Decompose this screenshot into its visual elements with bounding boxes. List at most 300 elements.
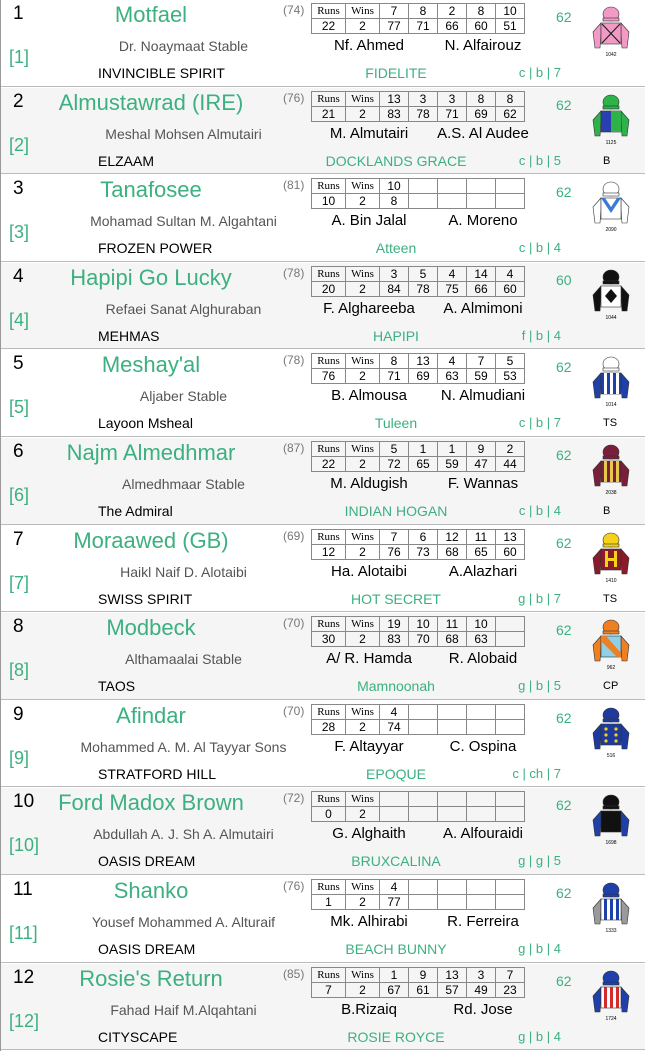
svg-text:516: 516 [606, 752, 616, 759]
form-cell: 3 [467, 967, 496, 982]
runner-row[interactable] [1, 438, 645, 525]
sire-name: SWISS SPIRIT [98, 590, 193, 607]
weight: 62 [556, 709, 572, 726]
jockey-silk-icon [591, 530, 631, 586]
runner-row[interactable] [1, 788, 645, 875]
horse-rating: (74) [283, 3, 305, 17]
form-sub-cell: 71 [409, 19, 438, 34]
form-table [311, 879, 525, 910]
weight: 62 [556, 447, 572, 463]
horse-name[interactable]: Rosie's Return [79, 965, 223, 991]
horse-number: 7 [13, 528, 24, 550]
weight: 62 [556, 797, 572, 814]
weight: 62 [556, 9, 572, 25]
form-sub-cell: 57 [438, 982, 467, 997]
horse-name[interactable]: Almustawrad (IRE) [58, 89, 244, 115]
svg-text:1698: 1698 [605, 840, 617, 847]
runs-label: Runs [312, 179, 346, 194]
trainer-name[interactable]: A. Almimoni [443, 299, 523, 317]
horse-number: 11 [13, 879, 33, 900]
form-cell: 4 [496, 266, 525, 281]
form-table [311, 616, 525, 647]
form-cell [467, 179, 496, 194]
form-sub-cell: 60 [467, 19, 496, 34]
runs-label: Runs [312, 266, 346, 281]
form-sub-cell [496, 194, 525, 209]
horse-rating: (87) [283, 441, 305, 455]
wins-label: Wins [346, 880, 380, 895]
form-cell: 4 [380, 704, 409, 719]
form-sub-cell: 49 [467, 982, 496, 997]
form-sub-cell [496, 719, 525, 734]
form-table [311, 967, 525, 998]
horse-name[interactable]: Shanko [113, 878, 189, 903]
draw-position: [8] [9, 660, 30, 681]
form-sub-cell [409, 807, 438, 822]
runs-value: 21 [312, 106, 346, 121]
horse-number: 10 [13, 791, 35, 813]
draw-position: [11] [9, 923, 38, 943]
form-cell: 3 [438, 91, 467, 106]
jockey-silk-icon [591, 705, 631, 761]
dam-name: BEACH BUNNY [345, 941, 447, 957]
owner-name: Almedhmaar Stable [122, 476, 245, 492]
runs-value: 20 [312, 281, 346, 296]
form-sub-cell [438, 807, 467, 822]
horse-number: 1 [13, 3, 24, 24]
horse-info: c | b | 7 [518, 415, 561, 431]
form-cell: 5 [380, 442, 409, 457]
jockey-name[interactable]: B.Rizaiq [341, 1000, 397, 1018]
jockey-silk-icon [591, 968, 631, 1024]
owner-name: Fahad Haif M.Alqahtani [110, 1001, 257, 1018]
form-cell: 9 [467, 442, 496, 457]
jockey-silk-icon [591, 792, 631, 848]
form-sub-cell: 84 [380, 281, 409, 296]
sire-name: ELZAAM [98, 152, 155, 169]
wins-value: 2 [346, 106, 380, 121]
sire-name: OASIS DREAM [98, 941, 196, 957]
form-cell: 1 [380, 967, 409, 982]
horse-name[interactable]: Najm Almedhmar [66, 440, 236, 465]
horse-rating: (70) [283, 703, 305, 718]
sire-name: OASIS DREAM [98, 853, 196, 870]
svg-text:1042: 1042 [605, 52, 617, 58]
dam-name: HOT SECRET [351, 590, 441, 607]
horse-rating: (85) [283, 966, 305, 981]
form-cell: 8 [380, 354, 409, 369]
form-cell: 7 [380, 529, 409, 544]
form-cell [467, 704, 496, 719]
form-sub-cell: 68 [438, 544, 467, 559]
form-sub-cell: 67 [380, 982, 409, 997]
form-sub-cell: 75 [438, 281, 467, 296]
form-cell [438, 179, 467, 194]
form-cell [467, 792, 496, 807]
horse-info: g | b | 7 [518, 590, 561, 606]
runner-row[interactable] [1, 175, 645, 262]
runs-label: Runs [312, 529, 346, 544]
wins-value: 2 [346, 632, 380, 647]
form-sub-cell [496, 807, 525, 822]
horse-rating: (76) [283, 90, 305, 105]
runs-label: Runs [312, 4, 346, 19]
runner-row[interactable] [1, 701, 645, 788]
dam-name: DOCKLANDS GRACE [325, 152, 467, 169]
runner-row[interactable] [1, 88, 645, 175]
form-sub-cell: 8 [380, 194, 409, 209]
jockey-name[interactable]: Nf. Ahmed [333, 37, 405, 54]
form-cell: 10 [380, 179, 409, 194]
form-sub-cell [467, 895, 496, 910]
form-sub-cell: 69 [467, 106, 496, 121]
form-sub-cell: 83 [380, 106, 409, 121]
form-sub-cell: 63 [438, 369, 467, 384]
jockey-name[interactable]: A/ R. Hamda [326, 650, 412, 668]
owner-name: Althamaalai Stable [125, 651, 242, 668]
dam-name: Tuleen [374, 415, 418, 432]
runner-row[interactable] [1, 876, 645, 963]
horse-number: 2 [13, 90, 24, 112]
horse-info: f | b | 4 [521, 327, 561, 343]
wins-label: Wins [346, 4, 380, 19]
jockey-silk-icon [591, 880, 631, 936]
form-cell: 6 [409, 529, 438, 544]
form-cell [467, 880, 496, 895]
horse-name[interactable]: Moraawed (GB) [73, 527, 229, 553]
wins-value: 2 [346, 719, 380, 734]
svg-text:1724: 1724 [605, 1015, 617, 1022]
trainer-name[interactable]: C. Ospina [449, 737, 517, 755]
form-sub-cell [467, 194, 496, 209]
svg-text:1125: 1125 [605, 139, 617, 146]
form-sub-cell: 23 [496, 982, 525, 997]
horse-info: c | b | 7 [518, 65, 561, 80]
horse-number: 5 [13, 353, 24, 375]
runs-label: Runs [312, 91, 346, 106]
wins-label: Wins [346, 179, 380, 194]
runs-value: 12 [312, 544, 346, 559]
horse-name[interactable]: Modbeck [106, 615, 196, 641]
form-cell: 11 [438, 617, 467, 632]
jockey-name[interactable]: Ha. Alotaibi [331, 562, 407, 580]
form-cell: 14 [467, 266, 496, 281]
form-sub-cell: 78 [409, 106, 438, 121]
dam-name: EPOQUE [366, 765, 426, 782]
form-sub-cell: 83 [380, 632, 409, 647]
dam-name: Mamnoonah [357, 678, 435, 695]
weight: 62 [556, 885, 572, 901]
sire-name: FROZEN POWER [98, 240, 213, 257]
draw-position: [3] [9, 222, 30, 243]
form-cell: 12 [438, 529, 467, 544]
runner-row[interactable] [1, 964, 645, 1051]
trainer-name[interactable]: N. Alfairouz [444, 37, 522, 54]
form-sub-cell: 61 [409, 982, 438, 997]
runner-row[interactable] [1, 526, 645, 613]
horse-info: c | ch | 7 [512, 765, 561, 781]
jockey-name[interactable]: A. Bin Jalal [331, 212, 407, 230]
form-cell: 13 [496, 529, 525, 544]
horse-name[interactable]: Motfael [114, 2, 188, 27]
form-sub-cell [438, 895, 467, 910]
horse-info: g | b | 4 [518, 941, 561, 956]
form-table [311, 353, 525, 384]
horse-name[interactable]: Afindar [116, 702, 186, 728]
horse-info: g | g | 5 [518, 853, 561, 869]
equipment-code: B [603, 505, 611, 517]
wins-value: 2 [346, 281, 380, 296]
horse-info: g | b | 4 [518, 1028, 561, 1044]
form-sub-cell: 59 [467, 369, 496, 384]
trainer-name[interactable]: F. Wannas [447, 475, 519, 492]
trainer-name[interactable]: R. Ferreira [447, 913, 519, 930]
form-cell [438, 704, 467, 719]
form-sub-cell: 66 [438, 19, 467, 34]
form-table [311, 441, 525, 472]
form-table [311, 529, 525, 560]
horse-number: 12 [13, 966, 35, 988]
jockey-name[interactable]: F. Alghareeba [323, 299, 415, 317]
form-cell: 11 [467, 529, 496, 544]
trainer-name[interactable]: A.Alazhari [448, 562, 518, 580]
runs-value: 0 [312, 807, 346, 822]
runner-row[interactable] [1, 263, 645, 350]
form-cell: 5 [409, 266, 438, 281]
form-cell: 1 [438, 442, 467, 457]
form-sub-cell [496, 632, 525, 647]
horse-info: c | b | 4 [518, 240, 561, 256]
svg-text:1333: 1333 [605, 928, 617, 934]
jockey-name[interactable]: M. Almutairi [329, 124, 409, 142]
runs-value: 76 [312, 369, 346, 384]
form-sub-cell: 71 [380, 369, 409, 384]
form-table [311, 178, 525, 209]
wins-value: 2 [346, 982, 380, 997]
form-cell: 13 [409, 354, 438, 369]
owner-name: Mohammed A. M. Al Tayyar Sons [80, 738, 287, 755]
form-sub-cell: 76 [380, 544, 409, 559]
form-cell: 7 [467, 354, 496, 369]
form-cell: 7 [380, 4, 409, 19]
svg-text:2090: 2090 [605, 227, 617, 234]
runs-label: Runs [312, 880, 346, 895]
form-cell: 19 [380, 617, 409, 632]
form-cell [409, 179, 438, 194]
form-cell [438, 880, 467, 895]
form-sub-cell: 60 [496, 281, 525, 296]
weight: 62 [556, 96, 572, 113]
trainer-name[interactable]: A. Alfouraidi [442, 825, 524, 843]
form-sub-cell [409, 719, 438, 734]
runs-value: 30 [312, 632, 346, 647]
form-sub-cell: 73 [409, 544, 438, 559]
form-cell: 10 [496, 4, 525, 19]
form-cell: 8 [467, 4, 496, 19]
equipment-code: B [603, 154, 611, 167]
form-cell [496, 704, 525, 719]
weight: 62 [556, 359, 572, 376]
form-sub-cell: 65 [409, 457, 438, 472]
form-cell: 8 [409, 4, 438, 19]
sire-name: STRATFORD HILL [98, 765, 216, 782]
trainer-name[interactable]: R. Alobaid [448, 650, 518, 668]
jockey-name[interactable]: M. Aldugish [330, 475, 408, 492]
horse-info: c | b | 5 [518, 152, 561, 168]
runs-value: 1 [312, 895, 346, 910]
horse-rating: (78) [283, 265, 305, 280]
horse-info: c | b | 4 [518, 503, 561, 518]
svg-text:1014: 1014 [605, 402, 617, 409]
form-sub-cell: 72 [380, 457, 409, 472]
jockey-name[interactable]: B. Almousa [331, 387, 407, 405]
weight: 60 [556, 271, 572, 288]
owner-name: Dr. Noaymaat Stable [118, 38, 249, 54]
form-sub-cell: 59 [438, 457, 467, 472]
horse-info: g | b | 5 [518, 678, 561, 694]
svg-text:1044: 1044 [605, 314, 617, 321]
runs-value: 22 [312, 457, 346, 472]
wins-value: 2 [346, 544, 380, 559]
horse-rating: (81) [283, 178, 305, 193]
form-sub-cell: 60 [496, 544, 525, 559]
wins-value: 2 [346, 457, 380, 472]
owner-name: Haikl Naif D. Alotaibi [120, 563, 247, 580]
weight: 62 [556, 622, 572, 639]
horse-name[interactable]: Meshay'al [101, 352, 201, 378]
horse-rating: (78) [283, 353, 305, 368]
jockey-name[interactable]: Mk. Alhirabi [330, 913, 408, 930]
form-cell: 4 [380, 880, 409, 895]
draw-position: [6] [9, 485, 30, 505]
form-sub-cell [438, 194, 467, 209]
wins-label: Wins [346, 354, 380, 369]
runs-value: 7 [312, 982, 346, 997]
horse-rating: (72) [283, 791, 305, 806]
dam-name: ROSIE ROYCE [347, 1028, 445, 1045]
horse-number: 4 [13, 265, 24, 287]
svg-text:2038: 2038 [605, 490, 617, 496]
form-cell: 9 [409, 967, 438, 982]
owner-name: Abdullah A. J. Sh A. Almutairi [93, 826, 274, 843]
wins-label: Wins [346, 442, 380, 457]
svg-text:1410: 1410 [605, 577, 617, 584]
horse-name[interactable]: Hapipi Go Lucky [70, 264, 232, 290]
form-cell: 10 [467, 617, 496, 632]
horse-rating: (69) [283, 528, 305, 543]
form-sub-cell: 69 [409, 369, 438, 384]
form-cell [380, 792, 409, 807]
equipment-code: TS [603, 417, 618, 430]
owner-name: Aljaber Stable [139, 388, 228, 405]
svg-text:962: 962 [606, 665, 616, 672]
runner-row[interactable] [1, 613, 645, 700]
dam-name: FIDELITE [365, 65, 427, 81]
draw-position: [10] [9, 835, 40, 856]
form-sub-cell: 65 [467, 544, 496, 559]
trainer-name[interactable]: A.S. Al Audee [437, 124, 529, 142]
runner-row[interactable] [1, 0, 645, 87]
dam-name: HAPIPI [373, 327, 419, 344]
form-cell [438, 792, 467, 807]
form-cell: 13 [380, 91, 409, 106]
jockey-silk-icon [591, 442, 631, 498]
wins-value: 2 [346, 194, 380, 209]
dam-name: INDIAN HOGAN [344, 503, 448, 519]
horse-rating: (70) [283, 616, 305, 631]
form-cell: 10 [409, 617, 438, 632]
form-table [311, 3, 525, 34]
form-sub-cell [409, 895, 438, 910]
runs-label: Runs [312, 792, 346, 807]
horse-name[interactable]: Tanafosee [100, 177, 202, 203]
sire-name: CITYSCAPE [98, 1028, 178, 1045]
runs-label: Runs [312, 967, 346, 982]
form-cell [496, 880, 525, 895]
sire-name: MEHMAS [98, 327, 160, 344]
wins-label: Wins [346, 266, 380, 281]
form-cell [496, 792, 525, 807]
form-cell [409, 880, 438, 895]
draw-position: [5] [9, 397, 30, 418]
jockey-silk-icon [591, 354, 631, 410]
wins-value: 2 [346, 19, 380, 34]
form-cell: 13 [438, 967, 467, 982]
form-cell: 4 [438, 354, 467, 369]
wins-value: 2 [346, 807, 380, 822]
form-cell: 2 [496, 442, 525, 457]
horse-number: 9 [13, 703, 24, 725]
form-cell [409, 704, 438, 719]
horse-name[interactable]: Ford Madox Brown [58, 790, 244, 816]
form-sub-cell: 44 [496, 457, 525, 472]
wins-label: Wins [346, 792, 380, 807]
horse-number: 6 [13, 441, 24, 462]
form-sub-cell: 77 [380, 19, 409, 34]
form-sub-cell: 77 [380, 895, 409, 910]
wins-label: Wins [346, 91, 380, 106]
form-sub-cell: 68 [438, 632, 467, 647]
jockey-silk-icon [591, 4, 631, 60]
form-sub-cell [467, 719, 496, 734]
form-cell: 8 [496, 91, 525, 106]
trainer-name[interactable]: A. Moreno [448, 212, 518, 230]
form-cell: 7 [496, 967, 525, 982]
sire-name: The Admiral [98, 503, 173, 519]
jockey-name[interactable]: G. Alghaith [332, 825, 406, 843]
form-sub-cell: 47 [467, 457, 496, 472]
jockey-name[interactable]: F. Altayyar [334, 737, 404, 755]
equipment-code: TS [603, 592, 618, 605]
runner-row[interactable] [1, 350, 645, 437]
form-cell: 2 [438, 4, 467, 19]
form-sub-cell: 78 [409, 281, 438, 296]
trainer-name[interactable]: N. Almudiani [440, 387, 526, 405]
form-sub-cell: 53 [496, 369, 525, 384]
form-sub-cell: 74 [380, 719, 409, 734]
form-sub-cell: 51 [496, 19, 525, 34]
jockey-silk-icon [591, 267, 631, 323]
owner-name: Meshal Mohsen Almutairi [105, 125, 262, 142]
owner-name: Mohamad Sultan M. Algahtani [90, 213, 277, 230]
runs-label: Runs [312, 617, 346, 632]
draw-position: [4] [9, 309, 30, 330]
weight: 62 [556, 972, 572, 989]
jockey-silk-icon [591, 92, 631, 148]
trainer-name[interactable]: Rd. Jose [453, 1000, 513, 1018]
equipment-code: CP [603, 680, 619, 693]
form-cell: 8 [467, 91, 496, 106]
